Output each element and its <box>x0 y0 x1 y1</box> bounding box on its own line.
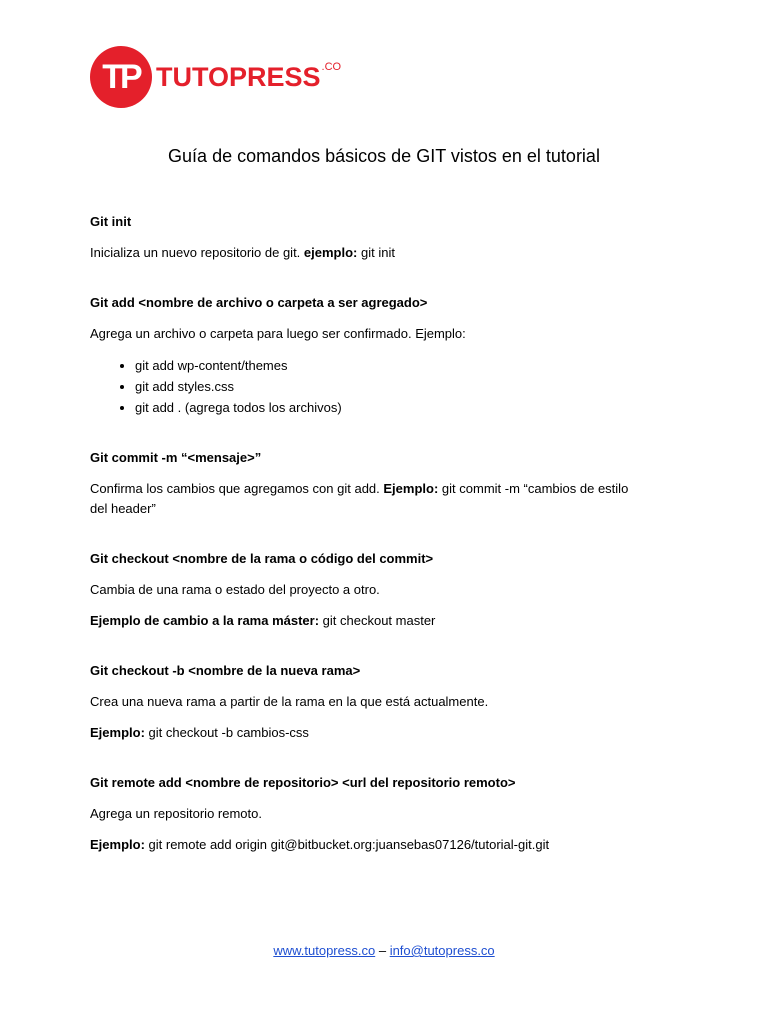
logo <box>90 45 341 109</box>
section-desc-checkout-b: Crea una nueva rama a partir de la rama en la que está actualmente. <box>90 694 489 709</box>
section-example-checkout: Ejemplo de cambio a la rama máster: git checkout master <box>90 613 436 628</box>
section-desc-add: Agrega un archivo o carpeta para luego ser confirmado. Ejemplo: <box>90 326 466 341</box>
section-heading-remote: Git remote add <nombre de repositorio> <url del repositorio remoto> <box>90 775 516 790</box>
section-heading-init: Git init <box>90 214 132 229</box>
email-link[interactable]: info@tutopress.co <box>389 943 495 958</box>
list-item: • git add wp-content/themes <box>135 355 690 376</box>
section-desc-remote: Agrega un repositorio remoto. <box>90 806 262 821</box>
section-desc-commit: Confirma los cambios que agregamos con git add. Ejemplo: git commit -m “cambios de estilo del header” <box>90 481 629 516</box>
section-heading-checkout: Git checkout <nombre de la rama o código del commit> <box>90 551 434 566</box>
page-title: Guía de comandos básicos de GIT vistos en el tutorial <box>168 146 600 166</box>
add-examples-list <box>90 355 690 418</box>
section-desc-checkout: Cambia de una rama o estado del proyecto a otro. <box>90 582 380 597</box>
list-item: • git add styles.css <box>135 376 690 397</box>
footer-separator: – <box>378 943 387 958</box>
section-example-checkout-b: Ejemplo: git checkout -b cambios-css <box>90 725 309 740</box>
section-example-remote: Ejemplo: git remote add origin git@bitbucket.org:juansebas07126/tutorial-git.git <box>90 837 550 852</box>
section-desc-init: Inicializa un nuevo repositorio de git. ejemplo: git init <box>90 245 395 260</box>
section-heading-commit: Git commit -m “<mensaje>” <box>90 450 262 465</box>
list-item: • git add . (agrega todos los archivos) <box>135 397 690 418</box>
website-link[interactable]: www.tutopress.co <box>273 943 376 958</box>
logo-name: TUTOPRESS <box>156 61 321 92</box>
section-heading-add: Git add <nombre de archivo o carpeta a ser agregado> <box>90 295 428 310</box>
document-body <box>90 212 690 855</box>
footer <box>0 943 768 958</box>
section-heading-checkout-b: Git checkout -b <nombre de la nueva rama> <box>90 663 361 678</box>
logo-badge: TP <box>90 46 152 108</box>
logo-suffix: .CO <box>321 61 342 73</box>
